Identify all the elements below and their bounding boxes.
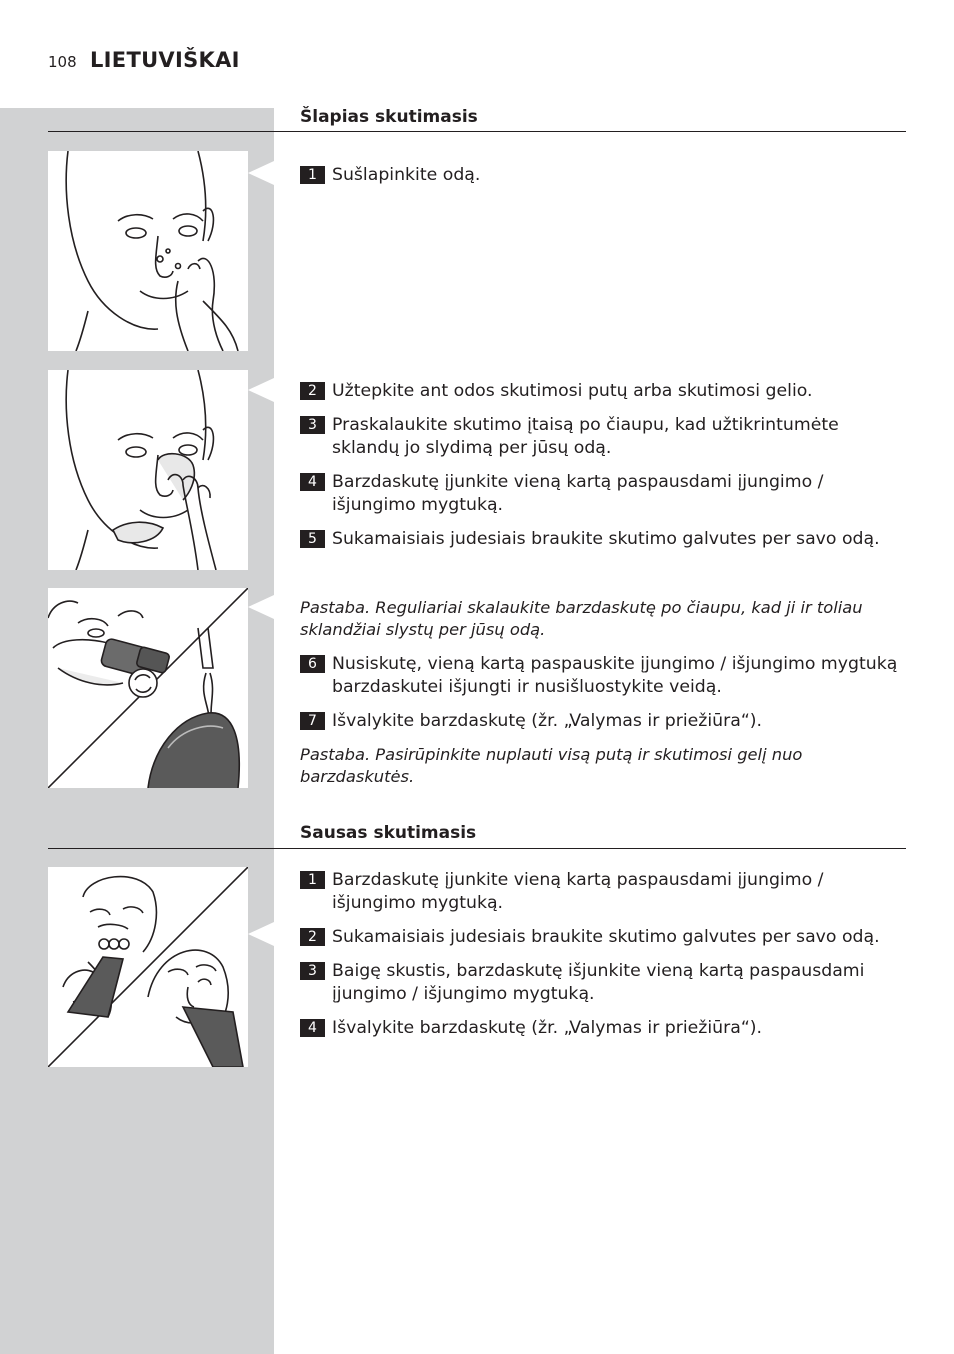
step-text: Užtepkite ant odos skutimosi putų arba skutimosi gelio. [332,381,813,401]
step-text: Sukamaisiais judesiais braukite skutimo galvutes per savo odą. [332,927,880,947]
wet-step-4 [300,471,906,517]
illustration-pointer [248,161,274,185]
illustration-pointer [248,922,274,946]
step-text: Sukamaisiais judesiais braukite skutimo galvutes per savo odą. [332,529,880,549]
step-text: Barzdaskutę įjunkite vieną kartą paspausdami įjungimo / išjungimo mygtuką. [332,472,824,515]
wet-step-7 [300,710,906,733]
wet-step-6 [300,653,906,699]
section-divider [48,131,906,132]
dry-step-1 [300,869,906,915]
step-number-badge: 3 [300,416,325,434]
dry-shaving-title: Sausas skutimasis [300,823,477,843]
dry-step-2 [300,926,906,949]
illustration-dry-shaving [48,867,248,1067]
step-number-badge: 5 [300,530,325,548]
step-number-badge: 4 [300,1019,325,1037]
illustration-wetting-face [48,151,248,351]
step-text: Išvalykite barzdaskutę (žr. „Valymas ir priežiūra“). [332,1018,763,1038]
step-number-badge: 6 [300,655,325,673]
wet-step-1 [300,164,906,187]
note-rinse-foam: Pastaba. Pasirūpinkite nuplauti visą putą ir skutimosi gelį nuo barzdaskutės. [300,745,803,786]
step-number-badge: 1 [300,166,325,184]
page-number: 108 [48,53,77,71]
note-rinse-regularly: Pastaba. Reguliariai skalaukite barzdaskutę po čiaupu, kad ji ir toliau sklandžiai slystų per jūsų odą. [300,598,863,639]
section-divider [48,848,906,849]
illustration-shaving-and-rinsing [48,588,248,788]
illustration-pointer [248,595,274,619]
illustration-applying-foam [48,370,248,570]
wet-shaving-title: Šlapias skutimasis [300,107,478,127]
step-text: Baigę skustis, barzdaskutę išjunkite vieną kartą paspausdami įjungimo / išjungimo mygtuką. [332,961,865,1004]
step-number-badge: 2 [300,928,325,946]
wet-step-2 [300,380,906,403]
step-text: Praskalaukite skutimo įtaisą po čiaupu, kad užtikrintumėte sklandų jo slydimą per jūsų odą. [332,415,839,458]
dry-step-4 [300,1017,906,1040]
step-text: Barzdaskutę įjunkite vieną kartą paspausdami įjungimo / išjungimo mygtuką. [332,870,824,913]
step-number-badge: 7 [300,712,325,730]
step-number-badge: 1 [300,871,325,889]
step-number-badge: 3 [300,962,325,980]
step-text: Nusiskutę, vieną kartą paspauskite įjungimo / išjungimo mygtuką barzdaskutei išjungti ir nusišluostykite veidą. [332,654,898,697]
step-number-badge: 2 [300,382,325,400]
language-heading: LIETUVIŠKAI [90,48,240,72]
wet-step-3 [300,414,906,460]
step-text: Išvalykite barzdaskutę (žr. „Valymas ir priežiūra“). [332,711,763,731]
step-text: Sušlapinkite odą. [332,165,481,185]
dry-step-3 [300,960,906,1006]
illustration-pointer [248,378,274,402]
step-number-badge: 4 [300,473,325,491]
wet-step-5 [300,528,906,551]
